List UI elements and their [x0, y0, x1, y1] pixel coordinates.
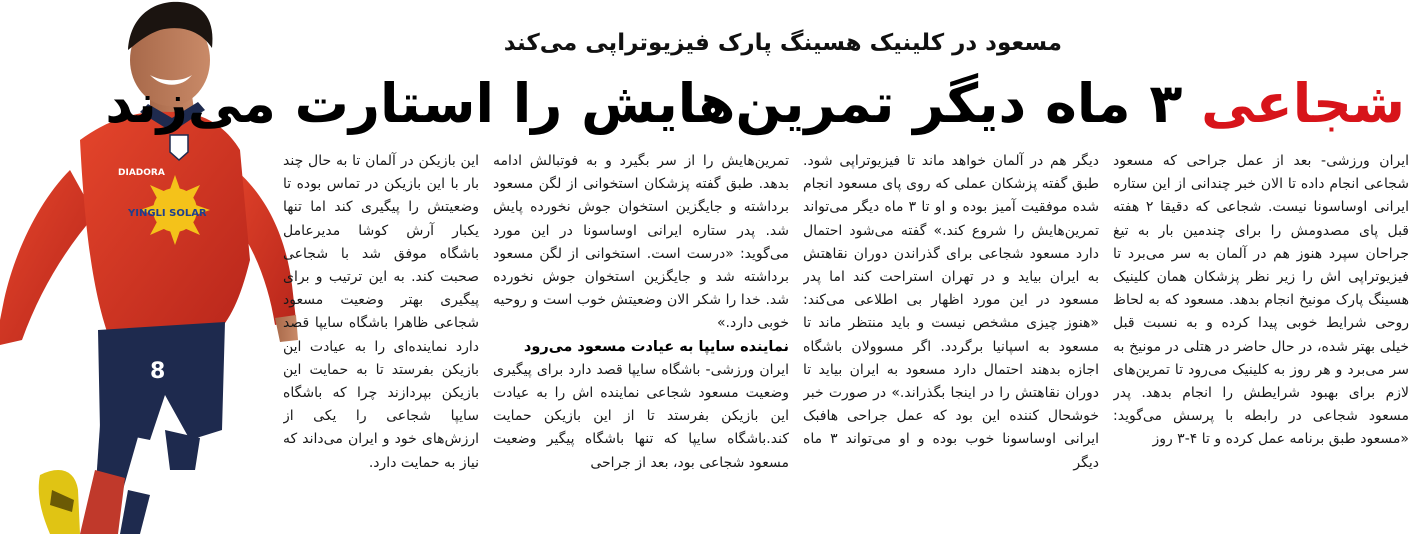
column-4-text: این بازیکن در آلمان تا به حال چند بار با این بازیکن در تماس بوده تا وضعیتش را پیگیری کند اما تنها یکبار آرش کوشا مدیرعامل باشگاه موفق شد با شجاعی صحبت کند. به این ترتیب و برای پیگیری بهتر وضعیت مسعود شجاعی ظاهرا باشگاه سایپا قصد دارد نماینده‌ای را به عیادت این بازیکن بفرستد تا به حمایت این بازیکن بپردازند چرا که باشگاه سایپا شجاعی را یکی از ارزش‌های خود و ایران می‌داند که نیاز به حمایت دارد. [283, 153, 479, 471]
headline-text: ۳ ماه دیگر تمرین‌هایش را استارت می‌زند [105, 72, 1202, 135]
column-2-text: دیگر هم در آلمان خواهد ماند تا فیزیوتراپی شود. طبق گفته پزشکان عملی که روی پای مسعود انجام شده موفقیت آمیز بوده و او تا ۳ ماه دیگر می‌تواند تمرین‌هایش را شروع کند.» گفته می‌شود احتمال دارد مسعود شجاعی برای گذراندن دوران نقاهتش به ایران بیاید و در تهران استراحت کند اما پدر مسعود در این مورد اظهار بی اطلاعی می‌کند: «هنوز چیزی مشخص نیست و باید منتظر ماند تا مسعود به اسپانیا برگردد. اگر مسوولان باشگاه اجازه بدهند احتمال دارد مسعود به ایران بیاید تا دوران نقاهتش را در اینجا بگذراند.» در صورت خبر خوشحال کننده این بود که عمل جراحی هافبک ایرانی اوساسونا خوب بوده و او می‌تواند ۳ ماه دیگر [803, 153, 1099, 471]
left-sleeve [0, 170, 95, 345]
article-column-3 [493, 150, 789, 534]
headline-name: شجاعی [1201, 72, 1405, 135]
jersey-sponsor: YINGLI SOLAR [128, 208, 207, 219]
column-1-text: ایران ورزشی- بعد از عمل جراحی که مسعود شجاعی انجام داده تا الان خبر چندانی از این ستاره ایرانی اوساسونا نیست. شجاعی که دقیقا ۲ هفته قبل پای مصدومش را برای چندمین بار به تیغ جراحان سپرد هنوز هم در آلمان به سر می‌برد تا فیزیوتراپی اش را زیر نظر پزشکان همان کلینیک هسینگ پارک مونیخ انجام بدهد. مسعود که به لحاظ روحی شرایط خوبی پیدا کرده و به نسبت قبل خیلی بهتر شده، در حال حاضر در هتلی در مونیخ به سر می‌برد و هر روز به کلینیک می‌رود تا تمرین‌های لازم برای بهبود شرایطش را انجام بدهد. پدر مسعود شجاعی در رابطه با پرسش می‌گوید: «مسعود طبق برنامه عمل کرده و تا ۴-۳ روز [1113, 153, 1409, 448]
column-3-text-2: ایران ورزشی- باشگاه سایپا قصد دارد برای پیگیری وضعیت مسعود شجاعی نماینده اش را به عیادت این بازیکن بفرستد تا از این بازیکن حمایت کند.باشگاه سایپا که تنها باشگاه پیگیر وضعیت مسعود شجاعی بود، بعد از جراحی [493, 361, 789, 471]
article-headline [105, 72, 1405, 137]
jersey-maker: DIADORA [118, 168, 165, 178]
article-column-2 [803, 150, 1099, 534]
article-column-1 [1113, 150, 1409, 534]
column-3-text: تمرین‌هایش را از سر بگیرد و به فوتبالش ادامه بدهد. طبق گفته پزشکان استخوانی از لگن مسعود برداشته و جایگزین استخوان جوش نخورده پایش شد. پدر ستاره ایرانی اوساسونا در این مورد می‌گوید: «درست است. استخوانی از لگن مسعود برداشته شد و جایگزین استخوان جوش نخورده شد. خدا را شکر الان وضعیتش خوب است و روحیه خوبی دارد.» [493, 153, 789, 332]
shorts-number: 8 [150, 359, 166, 384]
article-column-4 [283, 150, 479, 534]
subheading: نماینده سایپا به عیادت مسعود می‌رود [523, 338, 789, 355]
article-kicker: مسعود در کلینیک هسینگ پارک فیزیوتراپی می‌کند [503, 30, 1062, 56]
